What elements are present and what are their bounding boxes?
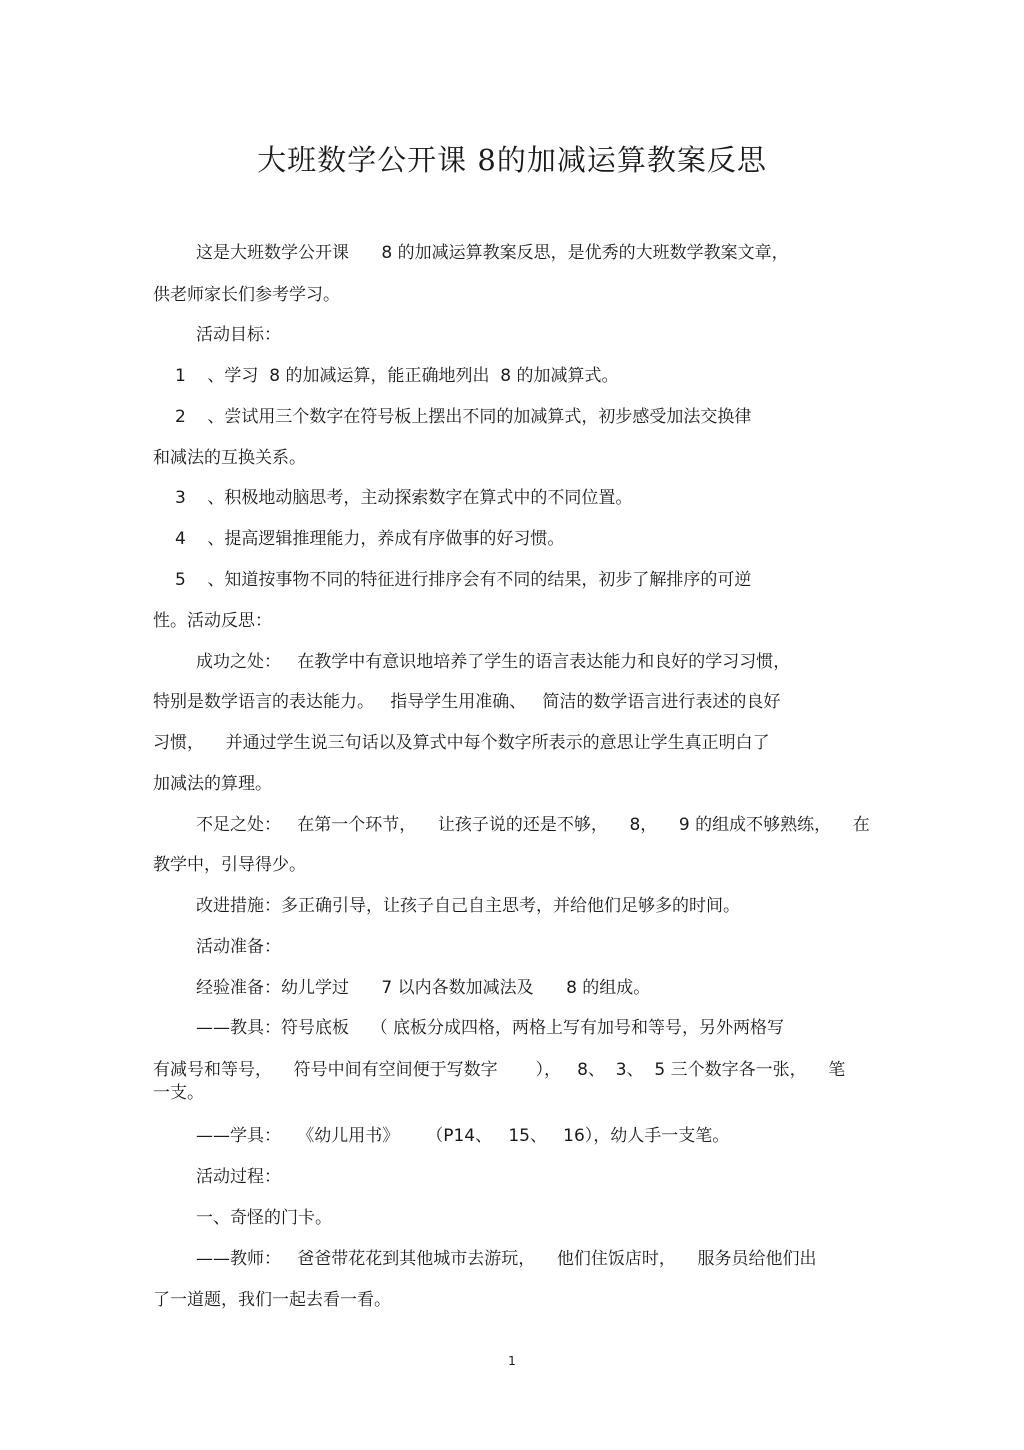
teaching-aids-line-1: ——教具：符号底板 （ 底板分成四格，两格上写有加号和等号，另外两格写: [196, 1018, 785, 1038]
page-number: 1: [508, 1354, 516, 1368]
teacher-line-2: 了一道题，我们一起去看一看。: [153, 1290, 391, 1310]
goal-item-3: 3 、积极地动脑思考，主动探索数字在算式中的不同位置。: [175, 488, 633, 508]
reflection-success-4: 加减法的算理。: [153, 774, 272, 794]
goal-item-5-cont: 性。活动反思：: [153, 611, 272, 631]
learning-aids-line: ——学具： 《幼儿用书》 （P14、 15、 16），幼人手一支笔。: [196, 1126, 730, 1146]
goal-item-2-cont: 和减法的互换关系。: [153, 448, 306, 468]
goal-item-2: 2 、尝试用三个数字在符号板上摆出不同的加减算式，初步感受加法交换律: [175, 407, 752, 427]
goal-item-4: 4 、提高逻辑推理能力，养成有序做事的好习惯。: [175, 529, 565, 549]
intro-line-1: 这是大班数学公开课 8 的加减运算教案反思，是优秀的大班数学教案文章，: [196, 243, 789, 263]
reflection-success-1: 成功之处： 在教学中有意识地培养了学生的语言表达能力和良好的学习习惯，: [196, 652, 791, 672]
goal-item-1: 1 、学习 8 的加减运算，能正确地列出 8 的加减算式。: [175, 366, 619, 386]
teacher-line-1: ——教师： 爸爸带花花到其他城市去游玩， 他们住饭店时， 服务员给他们出: [196, 1249, 817, 1269]
section-heading-process: 活动过程：: [196, 1167, 281, 1187]
intro-line-2: 供老师家长们参考学习。: [153, 285, 340, 305]
reflection-shortfall-1: 不足之处： 在第一个环节， 让孩子说的还是不够， 8， 9 的组成不够熟练， 在: [196, 815, 870, 835]
section-heading-preparation: 活动准备：: [196, 937, 281, 957]
reflection-success-2: 特别是数学语言的表达能力。 指导学生用准确、 简洁的数学语言进行表述的良好: [153, 692, 781, 712]
teaching-aids-line-2: 有减号和等号， 符号中间有空间便于写数字 ）， 8、 3、 5 三个数字各一张， 笔: [153, 1060, 846, 1080]
improvement-line: 改进措施：多正确引导，让孩子自己自主思考，并给他们足够多的时间。: [196, 896, 740, 916]
goal-item-5: 5 、知道按事物不同的特征进行排序会有不同的结果，初步了解排序的可逆: [175, 570, 752, 590]
reflection-success-3: 习惯， 并通过学生说三句话以及算式中每个数字所表示的意思让学生真正明白了: [153, 733, 770, 753]
experience-preparation: 经验准备：幼儿学过 7 以内各数加减法及 8 的组成。: [196, 978, 651, 998]
teaching-aids-line-3: 一支。: [153, 1083, 204, 1103]
process-step-heading: 一、奇怪的门卡。: [196, 1208, 332, 1228]
document-title: 大班数学公开课 8的加减运算教案反思: [257, 143, 767, 177]
section-heading-goals: 活动目标：: [196, 325, 281, 345]
reflection-shortfall-2: 教学中，引导得少。: [153, 855, 306, 875]
